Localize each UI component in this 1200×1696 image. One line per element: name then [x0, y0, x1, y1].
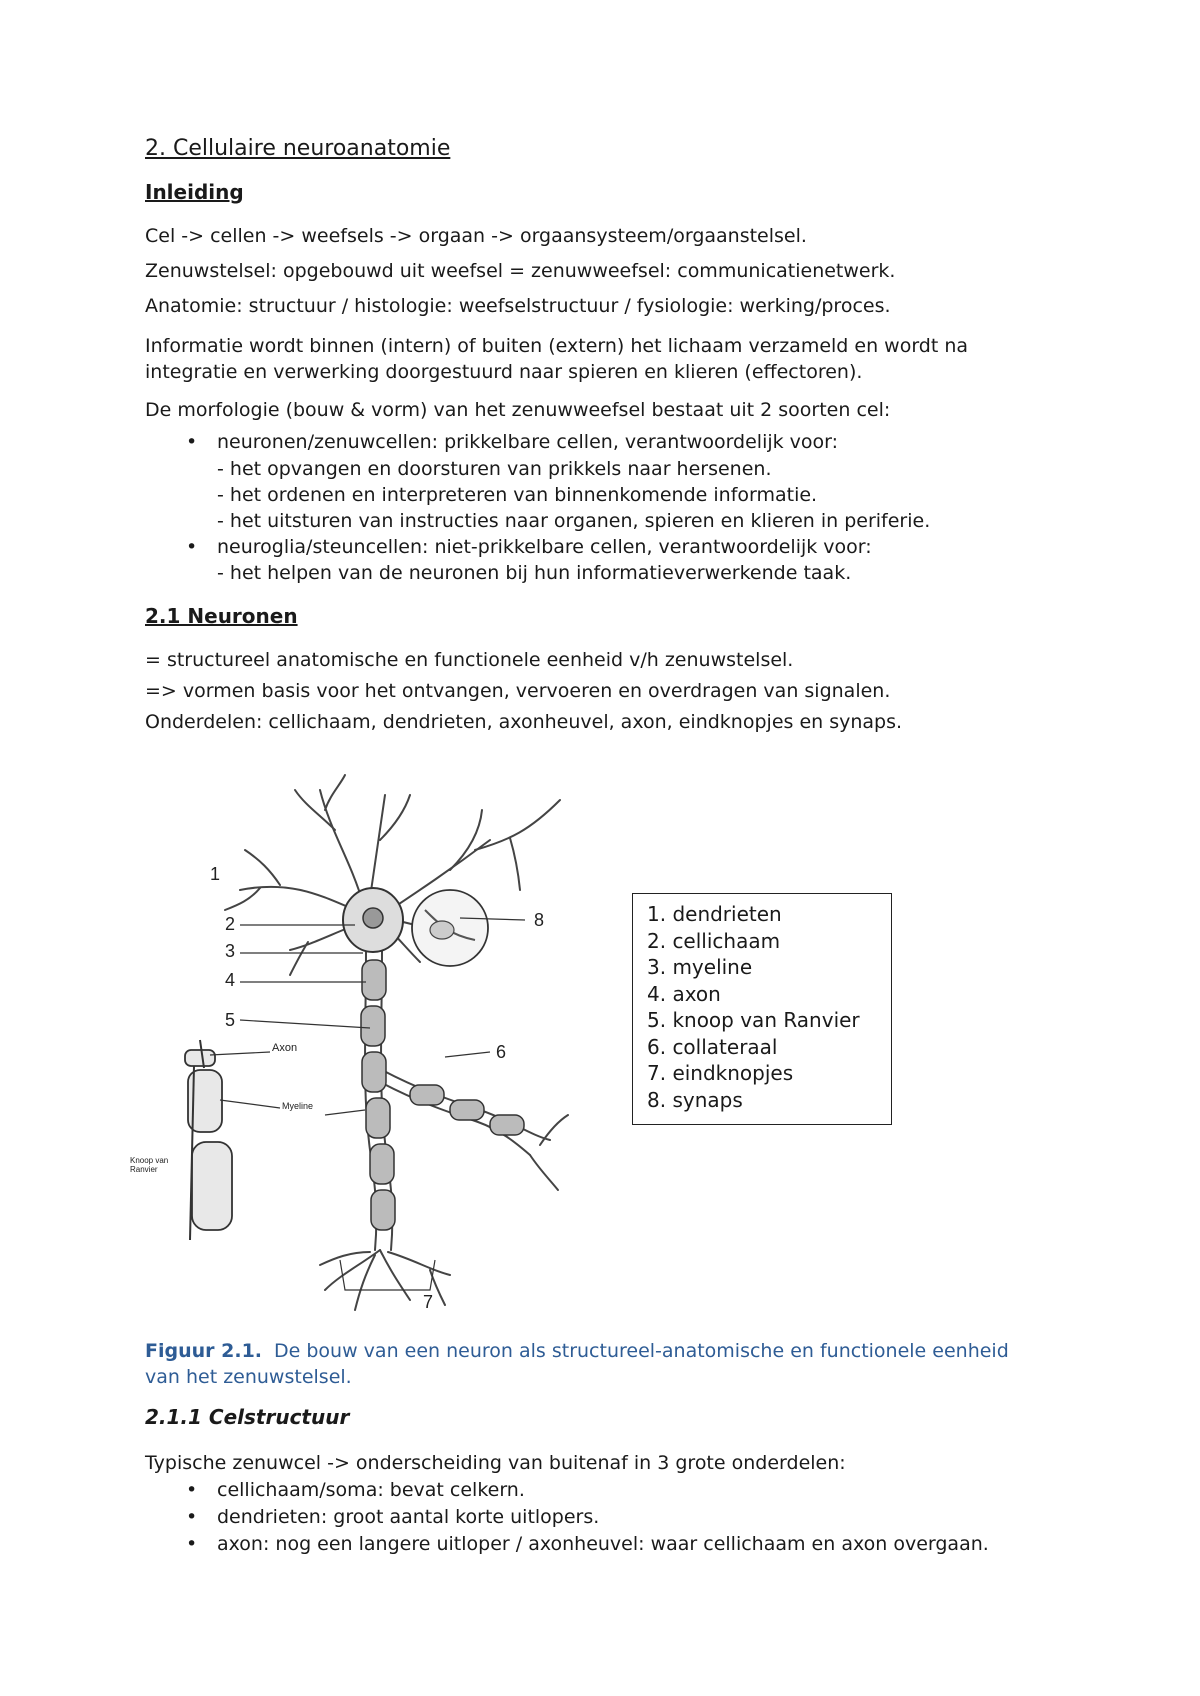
sub-item: - het uitsturen van instructies naar organen, spieren en klieren in periferie. [217, 510, 931, 532]
figure-legend [632, 893, 892, 1125]
legend-item: 6. collateraal [647, 1034, 778, 1059]
paragraph: Cel -> cellen -> weefsels -> orgaan -> orgaansysteem/orgaanstelsel. [145, 225, 807, 247]
list-item-text: dendrieten: groot aantal korte uitlopers. [217, 1506, 600, 1528]
label-number-8: 8 [534, 910, 545, 930]
sub-item: - het ordenen en interpreteren van binnenkomende informatie. [217, 484, 818, 506]
list-item-text: cellichaam/soma: bevat celkern. [217, 1479, 525, 1501]
bullet: • [186, 1533, 198, 1555]
legend-item: 2. cellichaam [647, 928, 781, 953]
legend-item: 8. synaps [647, 1087, 743, 1112]
paragraph: = structureel anatomische en functionele eenheid v/h zenuwstelsel. [145, 649, 794, 671]
list-item-text: neuroglia/steuncellen: niet-prikkelbare cellen, verantwoordelijk voor: [217, 536, 872, 558]
list-item-text: axon: nog een langere uitloper / axonheuvel: waar cellichaam en axon overgaan. [217, 1533, 989, 1555]
list-item-text: neuronen/zenuwcellen: prikkelbare cellen, verantwoordelijk voor: [217, 431, 839, 453]
sub-item: - het helpen van de neuronen bij hun informatieverwerkende taak. [217, 562, 852, 584]
bullet: • [186, 1479, 198, 1501]
neuron-diagram [130, 770, 570, 1320]
label-number-5: 5 [225, 1010, 236, 1030]
paragraph: De morfologie (bouw & vorm) van het zenuwweefsel bestaat uit 2 soorten cel: [145, 399, 891, 421]
bullet: • [186, 1506, 198, 1528]
paragraph: Informatie wordt binnen (intern) of buiten (extern) het lichaam verzameld en wordt na integratie en verwerking doorgestuurd naar spieren en klieren (effectoren). [145, 335, 969, 383]
chapter-title: 2. Cellulaire neuroanatomie [145, 136, 451, 161]
caption-label: Figuur 2.1. [145, 1340, 263, 1362]
caption-text: De bouw van een neuron als structureel-anatomische en functionele eenheid van het zenuwstelsel. [145, 1340, 1009, 1388]
figure-caption [145, 1338, 1045, 1390]
inset-label-ranvier: Knoop van Ranvier [130, 1156, 169, 1174]
paragraph: Anatomie: structuur / histologie: weefselstructuur / fysiologie: werking/proces. [145, 295, 891, 317]
inset-label-myelin: Myeline [282, 1101, 314, 1111]
legend-item: 3. myeline [647, 955, 753, 979]
section-title-neuronen: 2.1 Neuronen [145, 604, 298, 628]
paragraph: Typische zenuwcel -> onderscheiding van buitenaf in 3 grote onderdelen: [145, 1452, 846, 1474]
bullet: • [186, 536, 198, 558]
inset-label-axon: Axon [272, 1042, 298, 1054]
section-title-inleiding: Inleiding [145, 180, 244, 204]
subsection-title-celstructuur: 2.1.1 Celstructuur [145, 1405, 350, 1429]
sub-item: - het opvangen en doorsturen van prikkels naar hersenen. [217, 458, 772, 480]
label-number-3: 3 [225, 941, 236, 961]
label-number-1: 1 [210, 864, 221, 884]
legend-item: 5. knoop van Ranvier [647, 1008, 860, 1032]
label-number-4: 4 [225, 970, 236, 990]
label-number-2: 2 [225, 914, 236, 934]
label-number-7: 7 [423, 1292, 434, 1312]
bullet: • [186, 431, 198, 453]
legend-item: 1. dendrieten [647, 902, 782, 926]
paragraph: => vormen basis voor het ontvangen, vervoeren en overdragen van signalen. [145, 680, 891, 702]
label-number-6: 6 [496, 1042, 507, 1062]
legend-item: 4. axon [647, 981, 721, 1006]
legend-item: 7. eindknopjes [647, 1061, 794, 1085]
paragraph: Zenuwstelsel: opgebouwd uit weefsel = zenuwweefsel: communicatienetwerk. [145, 260, 896, 282]
paragraph: Onderdelen: cellichaam, dendrieten, axonheuvel, axon, eindknopjes en synaps. [145, 711, 903, 733]
